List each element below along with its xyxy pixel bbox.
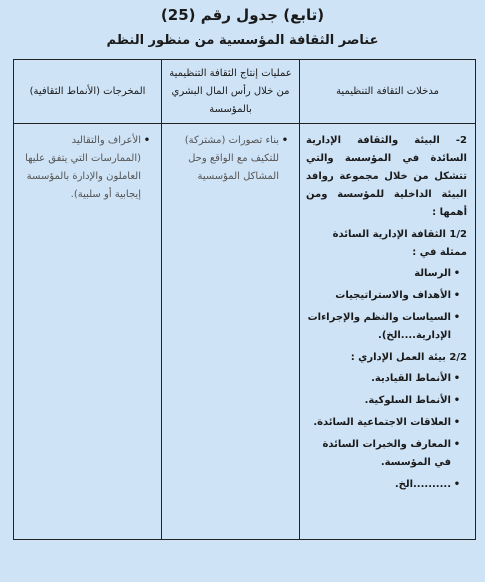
bullet-icon: • xyxy=(453,290,461,301)
header-outputs: المخرجات (الأنماط الثقافية) xyxy=(14,60,162,124)
list-item: • الأنماط القيادية. xyxy=(306,370,463,388)
bullet-icon: • xyxy=(453,268,461,279)
processes-cell xyxy=(162,124,300,540)
culture-elements-table xyxy=(13,59,476,540)
list-item: • بناء تصورات (مشتركة) للتكيف مع الواقع وحل المشاكل المؤسسية xyxy=(168,132,291,186)
outputs-cell xyxy=(14,124,162,540)
table-subtitle: عناصر الثقافة المؤسسية من منظور النظم xyxy=(106,33,379,48)
table-row xyxy=(14,124,476,540)
inputs-subheading-1: 1/2 الثقافة الإدارية السائدة ممثلة في : xyxy=(332,229,467,258)
list-item: • العلاقات الاجتماعية السائدة. xyxy=(306,414,463,432)
inputs-subheading-2: 2/2 بيئة العمل الإداري : xyxy=(350,352,467,363)
table-header-row xyxy=(14,60,476,124)
bullet-icon: • xyxy=(453,373,461,384)
list-item: • الأهداف والاستراتيجيات xyxy=(306,287,463,305)
list-item: • السياسات والنظم والإجراءات الإدارية....الخ). xyxy=(306,309,463,345)
list-item: • الأعراف والتقاليد (الممارسات التي يتفق عليها العاملون والإدارة بالمؤسسة إيجابية أو سلبية). xyxy=(20,132,153,204)
list-item: • الرسالة xyxy=(306,265,463,283)
bullet-icon: • xyxy=(453,439,461,450)
header-inputs: مدخلات الثقافة التنظيمية xyxy=(300,60,476,124)
bullet-icon: • xyxy=(453,395,461,406)
list-item: • المعارف والخبرات السائدة في المؤسسة. xyxy=(306,436,463,472)
bullet-icon: • xyxy=(143,135,151,146)
bullet-icon: • xyxy=(453,312,461,323)
list-item: • ..........الخ. xyxy=(306,476,463,494)
inputs-intro: 2- البيئة والثقافة الإدارية السائدة في المؤسسة والتي تتشكل من خلال مجموعة روافد البيئة الداخلية للمؤسسة ومن أهمها : xyxy=(306,135,467,218)
bullet-icon: • xyxy=(453,479,461,490)
inputs-cell xyxy=(300,124,476,540)
list-item: • الأنماط السلوكية. xyxy=(306,392,463,410)
bullet-icon: • xyxy=(453,417,461,428)
header-processes: عمليات إنتاج الثقافة التنظيمية من خلال رأس المال البشري بالمؤسسة xyxy=(162,60,300,124)
bullet-icon: • xyxy=(281,135,289,146)
table-number-title: (تابع) جدول رقم (25) xyxy=(160,6,325,24)
